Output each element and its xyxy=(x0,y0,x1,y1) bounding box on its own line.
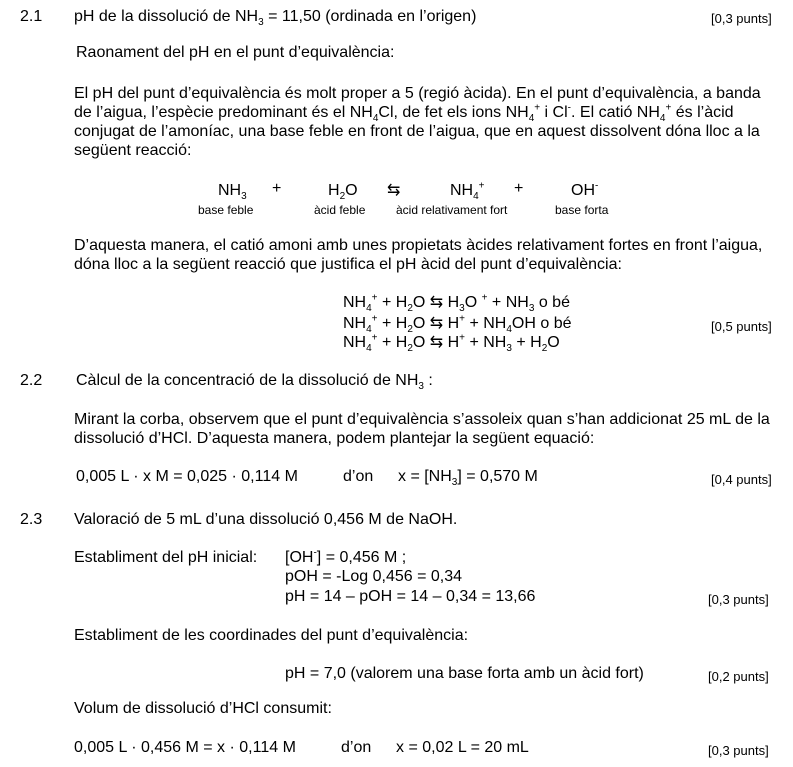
species-h2o: $H_2O$ xyxy=(328,182,358,203)
section-number-2-1: 2.1 xyxy=(20,8,43,25)
label-base-forta: base forta xyxy=(555,203,609,217)
points-2-1: [0,3 punts] xyxy=(711,11,772,26)
label-hcl-volume: Volum de dissolució d’HCl consumit: xyxy=(74,700,332,717)
equation-oh-concentration: [OH-] = 0,456 M ; xyxy=(285,547,407,566)
equation-volume-left: 0,005 L · 0,456 M = x · 0,114 M xyxy=(74,739,296,756)
equation-don: d’on xyxy=(343,468,374,485)
section-title-2-1: pH de la dissolució de $NH_3 = 11,50$ (ordinada en l’origen) xyxy=(74,8,477,29)
paragraph-curve-equivalence: Mirant la corba, observem que el punt d’equivalència s’assoleix quan s’han addicionat 25 mL de la dissolució d’HCl. D’aquesta manera, podem plantejar la següent equació: xyxy=(74,411,770,447)
plus-sign: + xyxy=(514,180,524,197)
equation-don: d’on xyxy=(341,739,372,756)
label-base-feble: base feble xyxy=(198,203,254,217)
equation-ph: pH = 14 – pOH = 14 – 0,34 = 13,66 xyxy=(285,588,536,605)
equation-volume-result: x = 0,02 L = 20 mL xyxy=(396,739,529,756)
subheading-ph-reasoning: Raonament del pH en el punt d’equivalència: xyxy=(76,44,395,61)
equation-poh: pOH = -Log 0,456 = 0,34 xyxy=(285,568,463,585)
label-initial-ph: Establiment del pH inicial: xyxy=(74,549,258,566)
equation-ammonium-3: $NH_4^+ + H_2O$ ⇆ $H^+ + NH_3 + H_2O$ xyxy=(343,332,560,355)
paragraph-ammonium-acidity: D’aquesta manera, el catió amoni amb unes propietats àcides relativament fortes en front l’aigua, dóna lloc a la següent reacció que justifica el pH àcid del punt d’equivalència: xyxy=(74,237,763,273)
species-nh3: $NH_3$ xyxy=(218,182,247,203)
points-equivalence-coordinates: [0,2 punts] xyxy=(708,669,769,684)
paragraph-equivalence-ph: El pH del punt d’equivalència és molt proper a 5 (regió àcida). En el punt d’equivalència, a banda de l’aigua, l’espècie predominant és el $NH_4Cl$, de fet els ions $NH_4^+$ i Cl-. El catió $NH_4^+$ és l’àcid conjugat de l’amoníac, una base feble en front de l’aigua, que en aquest dissolvent dóna lloc a la següent reacció: xyxy=(74,85,761,159)
species-oh: OH- xyxy=(571,180,599,199)
points-2-2: [0,4 punts] xyxy=(711,472,772,487)
points-equilibria: [0,5 punts] xyxy=(711,319,772,334)
equation-concentration-left: 0,005 L · x M = 0,025 · 0,114 M xyxy=(76,468,298,485)
label-acid-feble: àcid feble xyxy=(314,203,366,217)
equilibrium-arrow: ⇆ xyxy=(387,182,401,199)
section-number-2-2: 2.2 xyxy=(20,372,43,389)
label-equivalence-coordinates: Establiment de les coordinades del punt d’equivalència: xyxy=(74,627,469,644)
points-hcl-volume: [0,3 punts] xyxy=(708,743,769,758)
section-number-2-3: 2.3 xyxy=(20,511,43,528)
equation-concentration-result: $x = [NH_3] = 0,570$ M xyxy=(398,468,538,489)
label-acid-relativament-fort: àcid relativament fort xyxy=(396,203,508,217)
section-title-2-3: Valoració de 5 mL d’una dissolució 0,456 M de NaOH. xyxy=(74,511,458,528)
points-initial-ph: [0,3 punts] xyxy=(708,592,769,607)
equation-ph-equivalence: pH = 7,0 (valorem una base forta amb un àcid fort) xyxy=(285,665,644,682)
section-title-2-2: Càlcul de la concentració de la dissolució de $NH_3$ : xyxy=(76,372,433,393)
plus-sign: + xyxy=(272,180,282,197)
species-nh4: $NH_4^+$ xyxy=(450,180,485,203)
equation-ammonium-1: $NH_4^+ + H_2O$ ⇆ $H_3O$ $^+ + NH_3$ o bé xyxy=(343,292,570,315)
equation-ammonium-2: $NH_4^+ + H_2O$ ⇆ $H^+ + NH_4OH$ o bé xyxy=(343,313,572,336)
